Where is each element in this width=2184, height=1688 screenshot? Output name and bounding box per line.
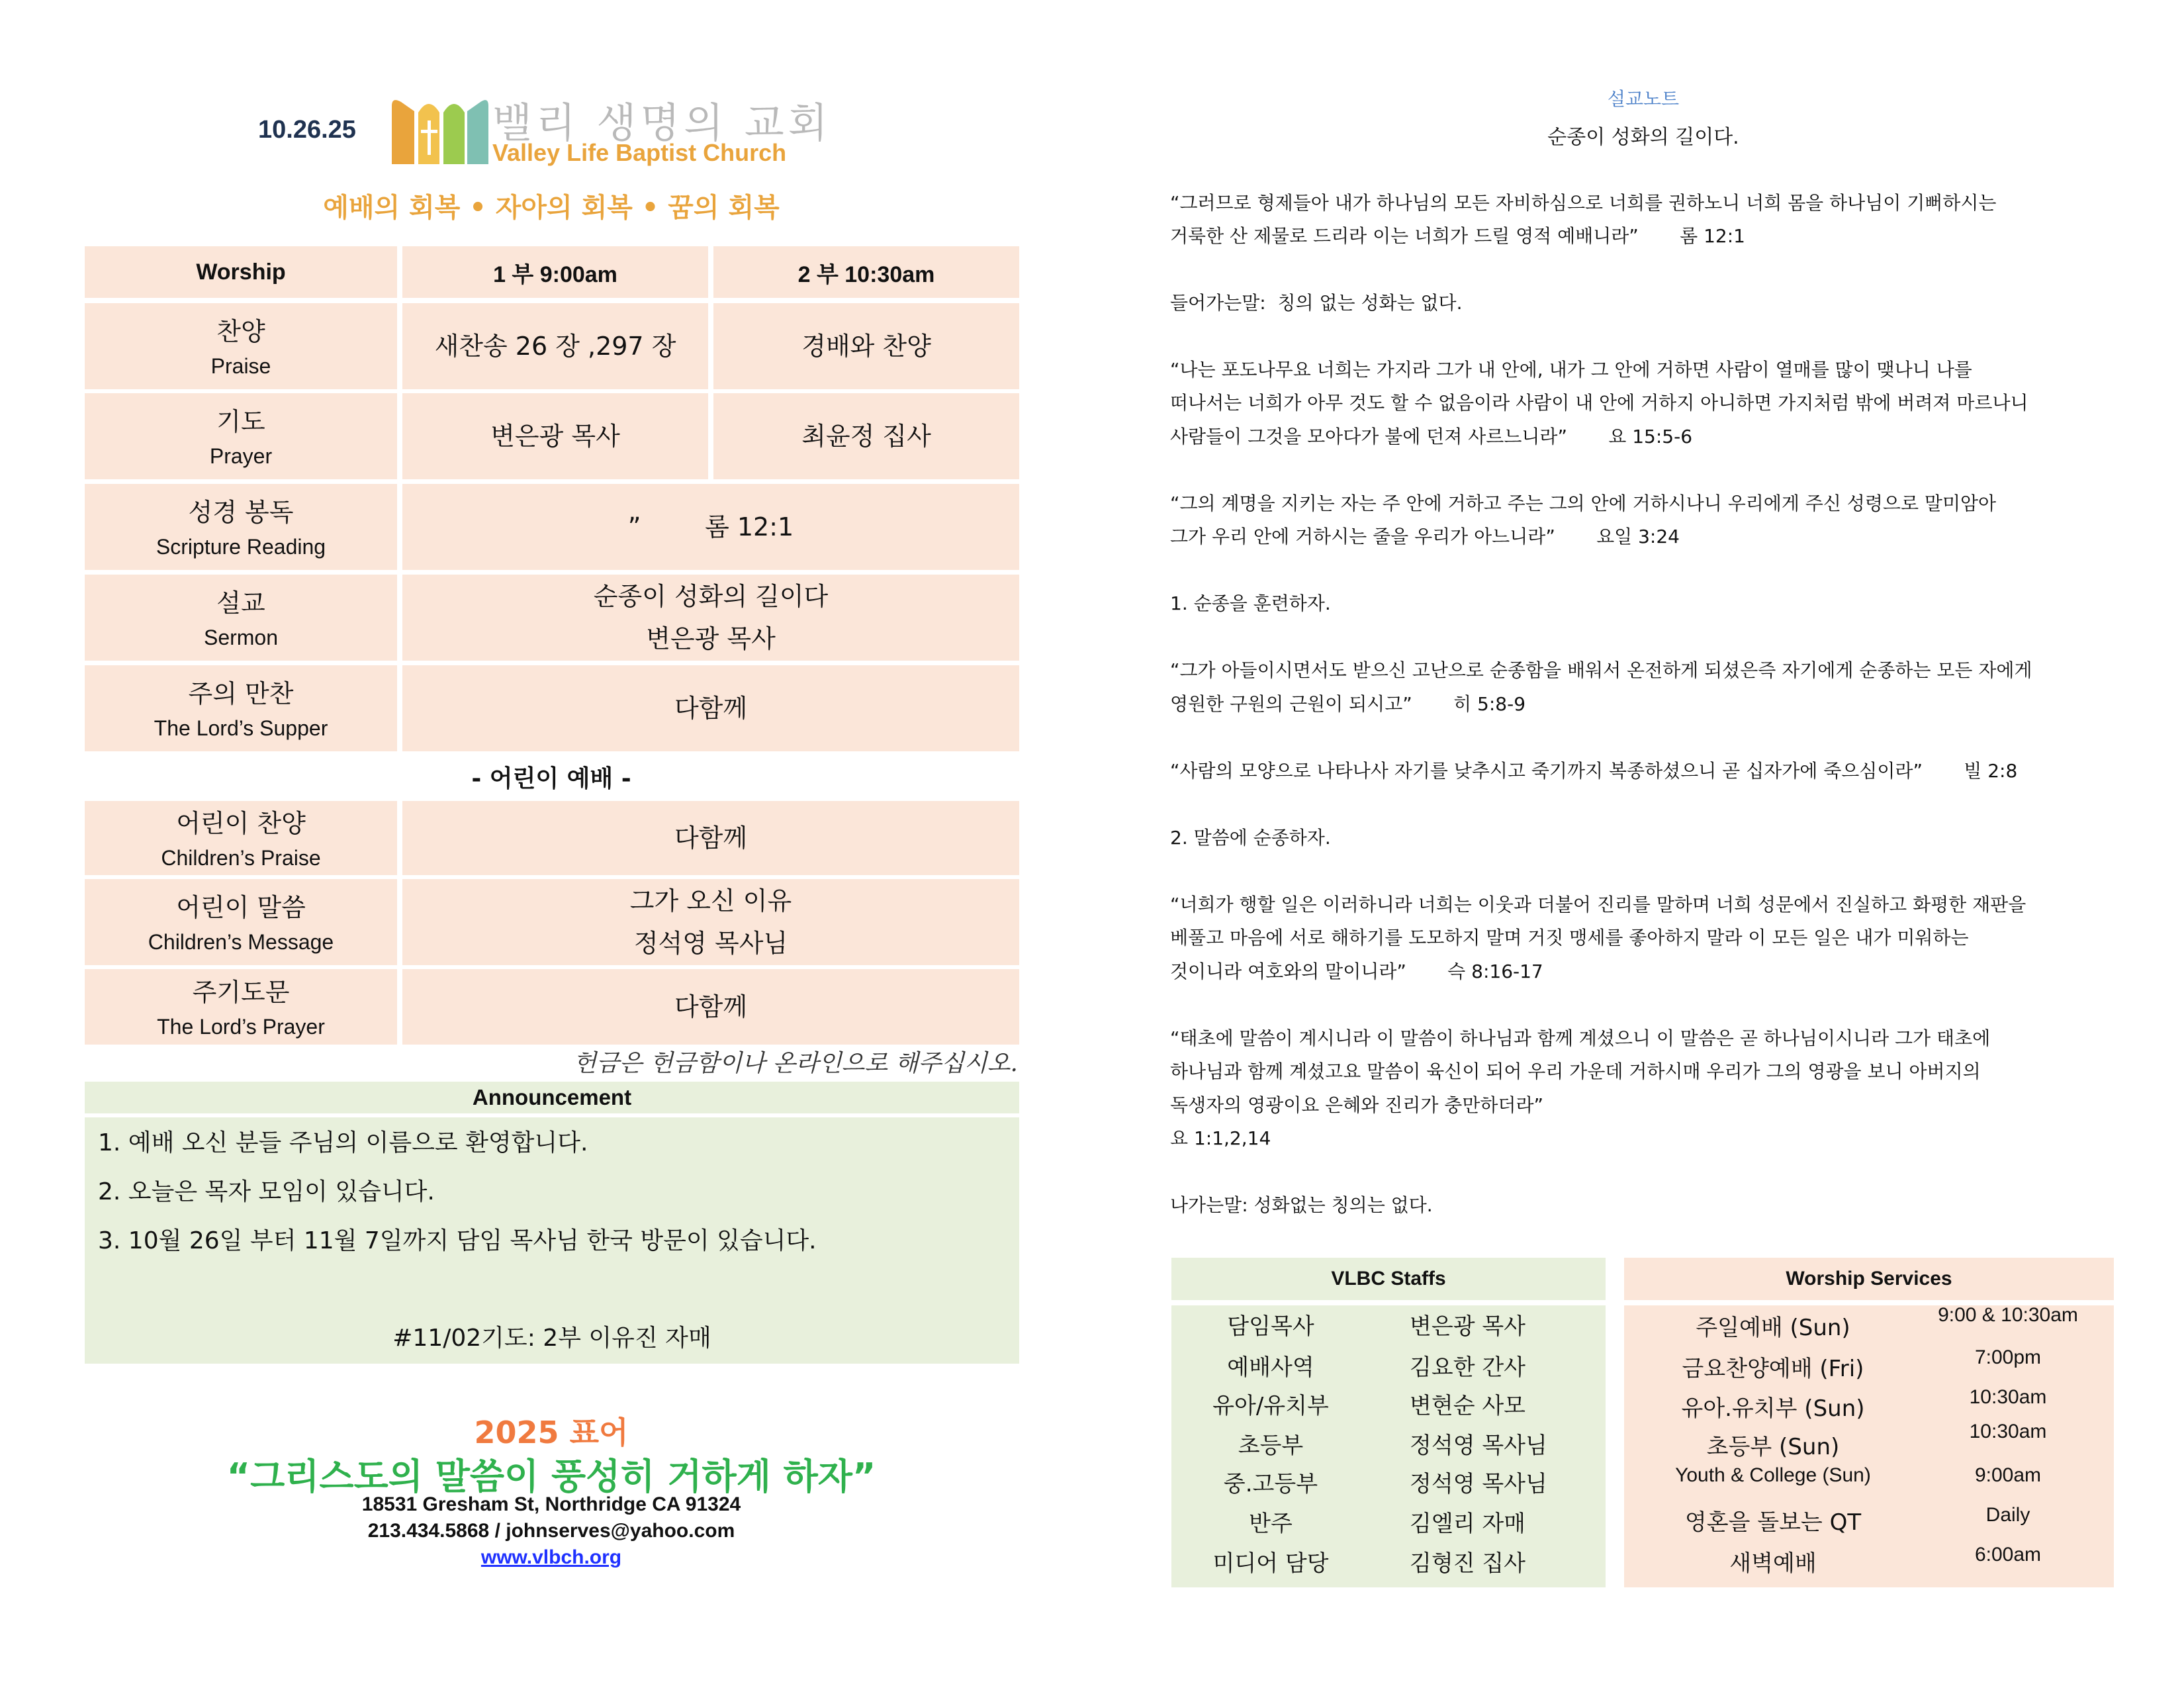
order-label-lords-supper: [85, 665, 397, 751]
order-label-praise: [85, 303, 397, 389]
note-line: “그의 계명을 지키는 자는 주 안에 거하고 주는 그의 안에 거하시나니 우리에게 주신 성령으로 말미암아: [1170, 492, 1997, 514]
table-header-worship: Worship: [85, 246, 397, 298]
label-ko: 어린이 말씀: [176, 893, 306, 922]
staff-role: 예배사역: [1227, 1354, 1314, 1381]
order-label-prayer: [85, 393, 397, 479]
staff-name: 변현순 사모: [1410, 1393, 1526, 1419]
service-name: Youth & College (Sun): [1675, 1464, 1871, 1486]
sermon-info: [402, 575, 1019, 661]
note-line: 것이니라 여호와의 말이니라” 슥 8:16-17: [1170, 961, 1543, 982]
label-en: Prayer: [209, 444, 273, 468]
note-line: “그러므로 형제들아 내가 하나님의 모든 자비하심으로 너희를 권하노니 너희 몸을 하나님이 기뻐하시는: [1170, 192, 1997, 214]
note-line: 나가는말: 성화없는 칭의는 없다.: [1170, 1194, 1433, 1216]
note-line: 1. 순종을 훈련하자.: [1170, 592, 1331, 614]
order-label-children-praise: [85, 801, 397, 875]
label-en: Scripture Reading: [156, 535, 326, 559]
church-address: 18531 Gresham St, Northridge CA 91324: [361, 1493, 741, 1515]
label-ko: 어린이 찬양: [176, 809, 306, 838]
offering-note: 헌금은 헌금함이나 온라인으로 해주십시오.: [573, 1050, 1018, 1077]
theme-line: 예배의 회복 • 자아의 회복 • 꿈의 회복: [323, 193, 780, 223]
service-name: 새벽예배: [1729, 1550, 1817, 1577]
staff-role: 반주: [1249, 1511, 1293, 1537]
label-ko: 찬양: [216, 317, 265, 346]
children-message-speaker: 정석영 목사님: [633, 929, 788, 958]
note-line: 베풀고 마음에 서로 해하기를 도모하지 말며 거짓 맹세를 좋아하지 말라 이 모든 일은 내가 미워하는: [1170, 927, 1969, 949]
announcement-item: 1. 예배 오신 분들 주님의 이름으로 환영합니다.: [98, 1129, 588, 1156]
label-en: The Lord’s Prayer: [157, 1015, 325, 1039]
staff-name: 정석영 목사님: [1410, 1471, 1547, 1497]
label-ko: 주의 만찬: [188, 679, 294, 708]
order-label-sermon: [85, 575, 397, 661]
service-time: 7:00pm: [1974, 1346, 2042, 1368]
label-en: Sermon: [203, 626, 279, 649]
sermon-preacher: 변은광 목사: [646, 624, 776, 653]
scripture-reference: ” 롬 12:1: [402, 484, 1019, 570]
staff-name: 김엘리 자매: [1410, 1511, 1526, 1537]
church-logo-icon: [390, 93, 490, 164]
prayer-assignment: #11/02기도: 2부 이유진 자매: [392, 1325, 711, 1352]
service-name: 주일예배 (Sun): [1696, 1315, 1850, 1341]
note-line: 하나님과 함께 계셨고요 말씀이 육신이 되어 우리 가운데 거하시매 우리가 그의 영광을 보니 아버지의: [1170, 1060, 1981, 1082]
staff-role: 초등부: [1238, 1432, 1304, 1459]
label-en: The Lord’s Supper: [154, 716, 328, 740]
service-time: 9:00am: [1974, 1464, 2042, 1486]
note-line: 거룩한 산 제물로 드리라 이는 너희가 드릴 영적 예배니라” 롬 12:1: [1170, 225, 1745, 247]
staff-role: 미디어 담당: [1212, 1550, 1329, 1577]
service-time: Daily: [1985, 1504, 2030, 1526]
children-message-title: 그가 오신 이유: [629, 886, 792, 915]
service-time: 10:30am: [1969, 1421, 2047, 1442]
order-label-scripture: [85, 484, 397, 570]
table-header-first-service: 1 부 9:00am: [402, 246, 708, 298]
announcement-box: [85, 1117, 1019, 1364]
lords-prayer-value: 다함께: [402, 969, 1019, 1045]
services-title: Worship Services: [1624, 1258, 2114, 1300]
label-ko: 성경 봉독: [188, 498, 294, 527]
motto-text: “그리스도의 말씀이 풍성히 거하게 하자”: [226, 1456, 876, 1497]
staff-role: 유아/유치부: [1212, 1393, 1329, 1419]
label-en: Children’s Message: [148, 930, 334, 954]
service-name: 금요찬양예배 (Fri): [1682, 1356, 1864, 1382]
label-ko: 주기도문: [192, 978, 290, 1007]
sermon-title: 순종이 성화의 길이다: [593, 582, 829, 611]
service-name: 유아.유치부 (Sun): [1681, 1395, 1865, 1422]
staff-name: 정석영 목사님: [1410, 1432, 1547, 1459]
order-label-lords-prayer: [85, 969, 397, 1045]
service-name: 영혼을 돌보는 QT: [1684, 1509, 1862, 1536]
note-line: “사람의 모양으로 나타나사 자기를 낮추시고 죽기까지 복종하셨으니 곧 십자가에 죽으심이라” 빌 2:8: [1170, 760, 2018, 782]
church-name-english: Valley Life Baptist Church: [492, 139, 787, 166]
note-line: 영원한 구원의 근원이 되시고” 히 5:8-9: [1170, 693, 1526, 715]
note-line: “너희가 행할 일은 이러하니라 너희는 이웃과 더불어 진리를 말하며 너희 성문에서 진실하고 화평한 재판을: [1170, 894, 2026, 915]
service-time: 9:00 & 10:30am: [1938, 1304, 2078, 1326]
note-line: 2. 말씀에 순종하자.: [1170, 827, 1331, 849]
staffs-title: VLBC Staffs: [1171, 1258, 1606, 1300]
bulletin-date: 10.26.25: [258, 116, 356, 144]
note-line: “나는 포도나무요 너희는 가지라 그가 내 안에, 내가 그 안에 거하면 사람이 열매를 많이 맺나니 나를: [1170, 359, 1972, 381]
children-praise-value: 다함께: [402, 801, 1019, 875]
label-en: Children’s Praise: [161, 846, 321, 870]
praise-first-service: 새찬송 26 장 ,297 장: [402, 303, 708, 389]
announcement-title: Announcement: [85, 1082, 1019, 1113]
praise-second-service: 경배와 찬양: [713, 303, 1019, 389]
label-en: Praise: [210, 354, 271, 378]
service-time: 6:00am: [1974, 1544, 2042, 1566]
prayer-first-service: 변은광 목사: [402, 393, 708, 479]
church-phone-email: 213.434.5868 / johnserves@yahoo.com: [367, 1520, 735, 1542]
sermon-notes-subtitle: 순종이 성화의 길이다.: [1547, 126, 1739, 149]
note-line: “그가 아들이시면서도 받으신 고난으로 순종함을 배워서 온전하게 되셨은즉 자기에게 순종하는 모든 자에게: [1170, 659, 2032, 681]
note-line: “태초에 말씀이 계시니라 이 말씀이 하나님과 함께 계셨으니 이 말씀은 곧 하나님이시니라 그가 태초에: [1170, 1027, 1991, 1049]
sermon-notes-title: 설교노트: [1607, 88, 1680, 110]
children-worship-heading: - 어린이 예배 -: [471, 765, 631, 792]
children-message-info: [402, 879, 1019, 965]
website-link[interactable]: www.vlbch.org: [480, 1546, 622, 1568]
note-line: 그가 우리 안에 거하시는 줄을 우리가 아느니라” 요일 3:24: [1170, 526, 1680, 547]
note-line: 사람들이 그것을 모아다가 불에 던져 사르느니라” 요 15:5-6: [1170, 426, 1693, 447]
note-line: 요 1:1,2,14: [1170, 1127, 1271, 1149]
label-ko: 설교: [216, 588, 265, 618]
motto-year: 2025 표어: [474, 1415, 629, 1450]
announcement-item: 3. 10월 26일 부터 11월 7일까지 담임 목사님 한국 방문이 있습니다.: [98, 1227, 817, 1254]
staff-role: 담임목사: [1227, 1313, 1314, 1340]
order-label-children-message: [85, 879, 397, 965]
church-name-korean: 밸리 생명의 교회: [492, 99, 832, 147]
label-ko: 기도: [216, 407, 265, 436]
note-line: 들어가는말: 칭의 없는 성화는 없다.: [1170, 292, 1463, 314]
services-list: [1624, 1305, 2114, 1587]
announcement-item: 2. 오늘은 목자 모임이 있습니다.: [98, 1178, 435, 1205]
lords-supper-value: 다함께: [402, 665, 1019, 751]
table-header-second-service: 2 부 10:30am: [713, 246, 1019, 298]
note-line: 독생자의 영광이요 은혜와 진리가 충만하더라”: [1170, 1094, 1544, 1116]
service-name: 초등부 (Sun): [1706, 1434, 1840, 1460]
staff-name: 김형진 집사: [1410, 1550, 1526, 1577]
staff-name: 변은광 목사: [1410, 1313, 1526, 1340]
staffs-list: [1171, 1305, 1606, 1587]
staff-role: 중.고등부: [1223, 1471, 1318, 1497]
prayer-second-service: 최윤정 집사: [713, 393, 1019, 479]
note-line: 떠나서는 너희가 아무 것도 할 수 없음이라 사람이 내 안에 거하지 아니하면 가지처럼 밖에 버려져 마르나니: [1170, 392, 2028, 414]
service-time: 10:30am: [1969, 1386, 2047, 1408]
staff-name: 김요한 간사: [1410, 1354, 1526, 1381]
